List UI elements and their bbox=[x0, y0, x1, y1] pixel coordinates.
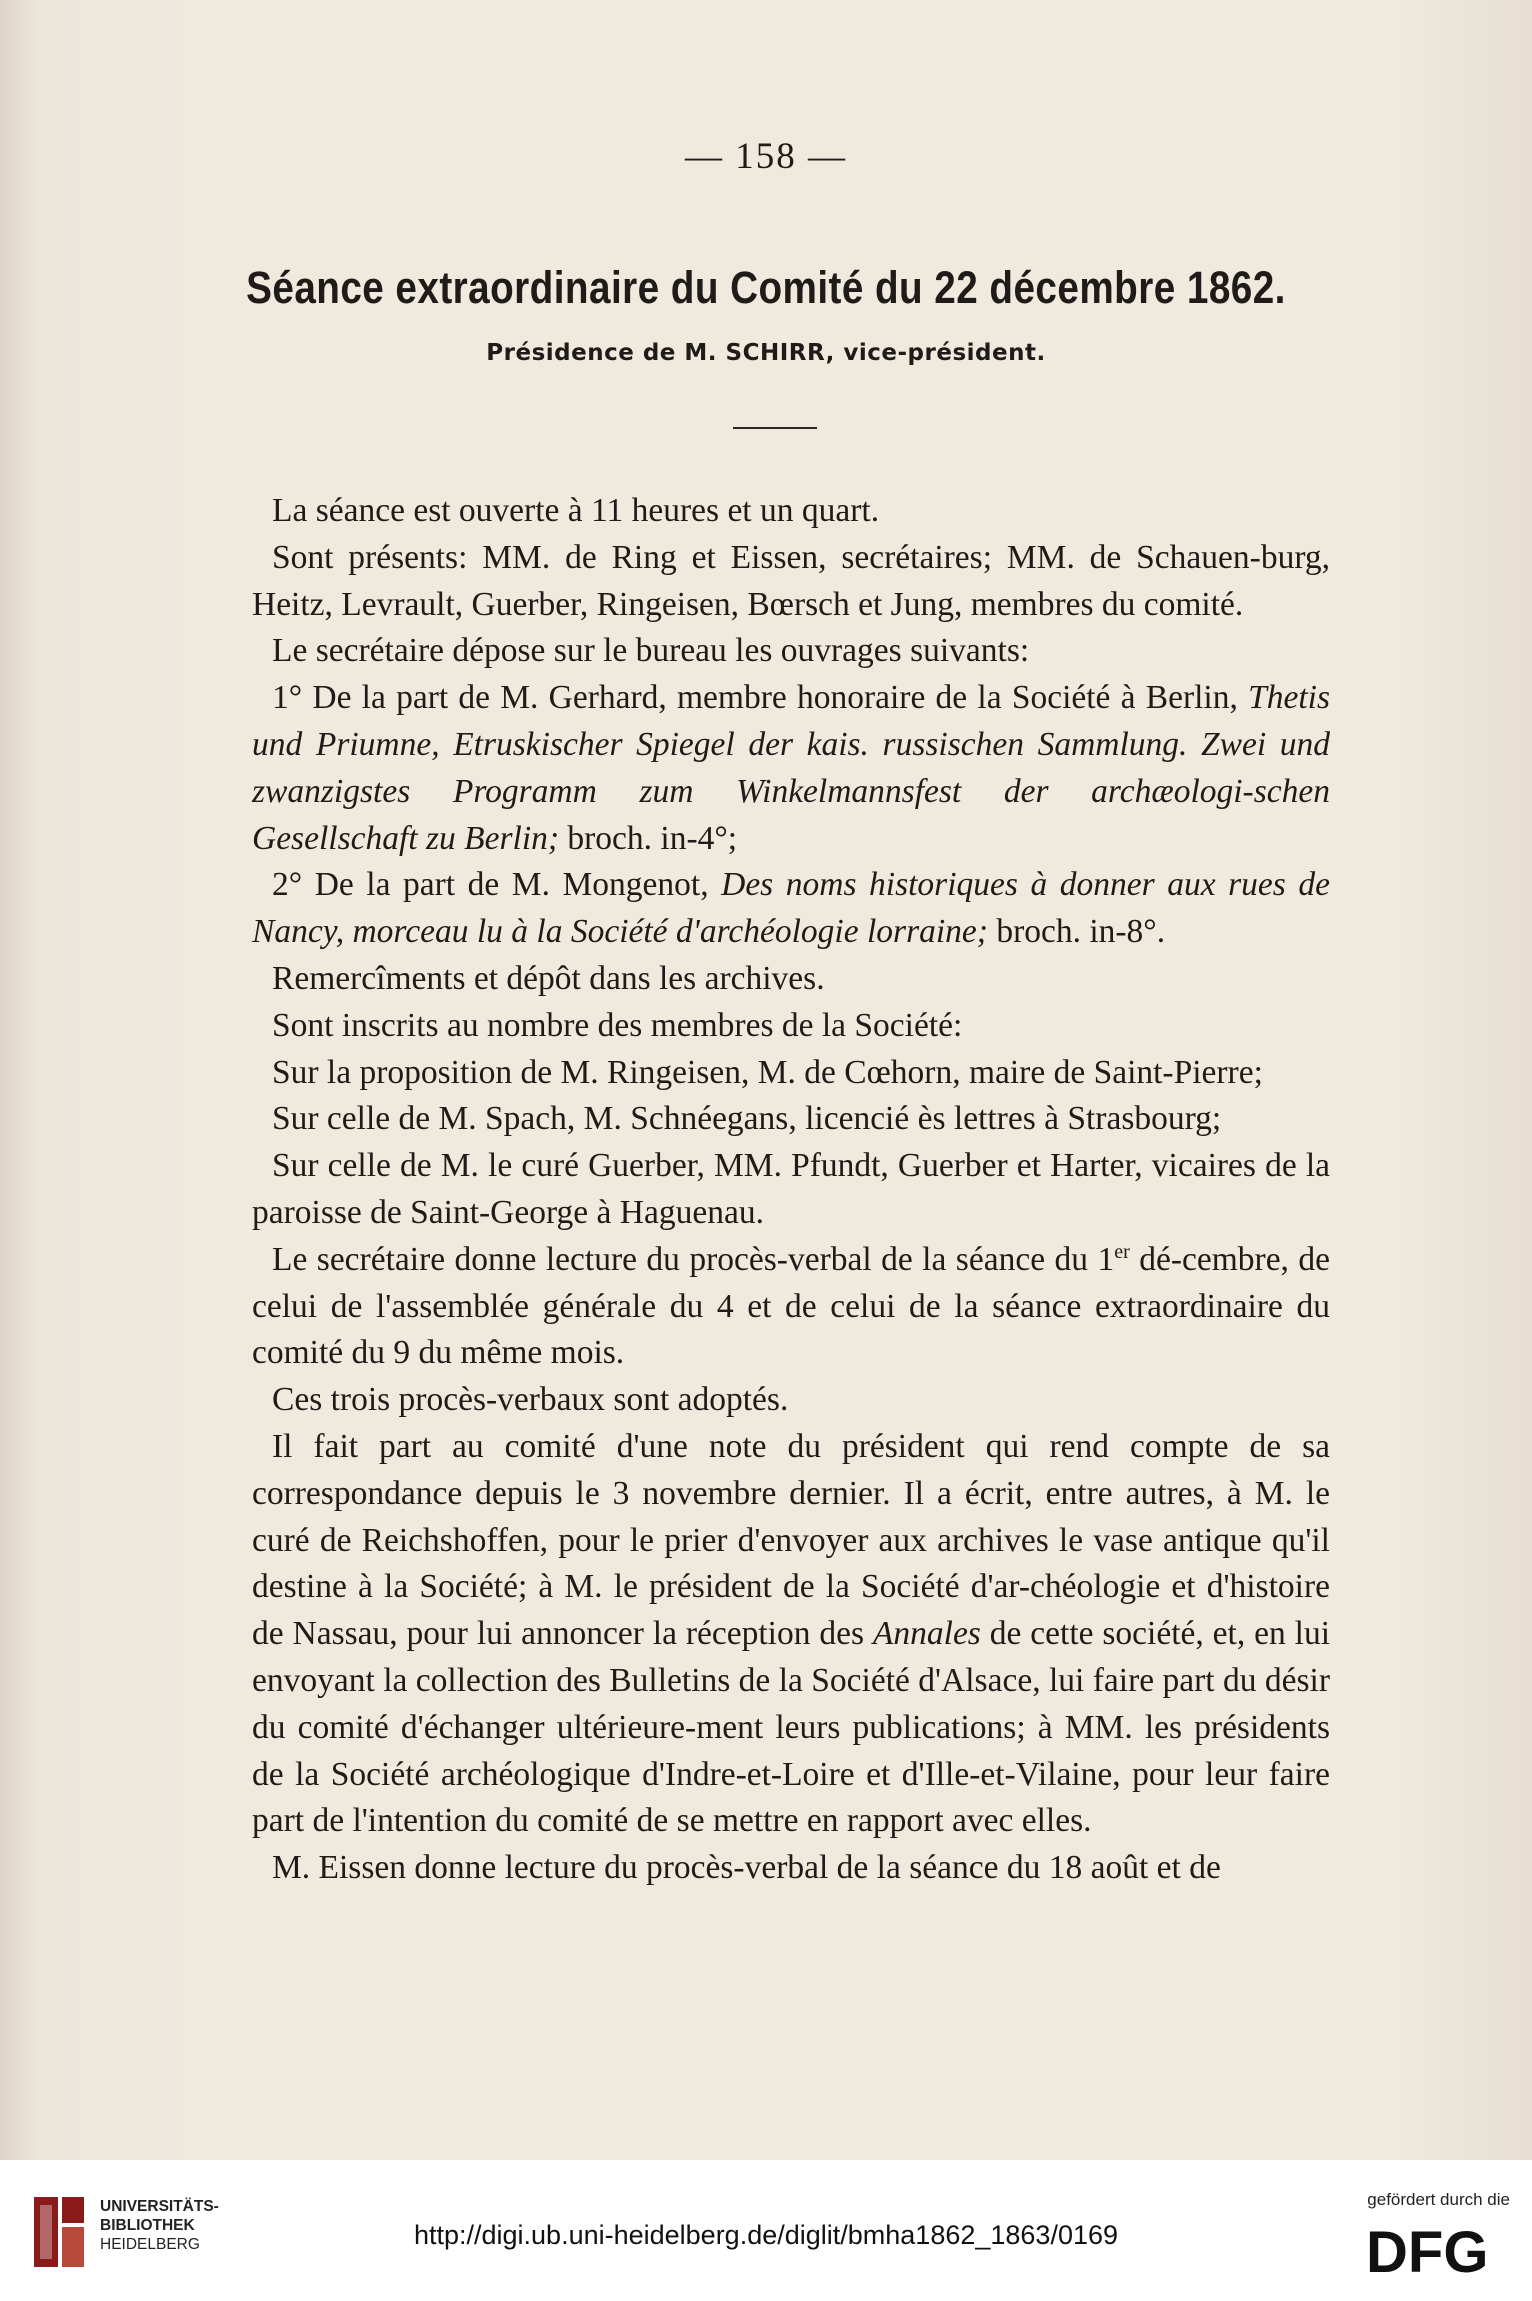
deposit-item-2 bbox=[252, 862, 1330, 956]
viewer-footer bbox=[0, 2160, 1532, 2301]
library-name-line-2: BIBLIOTHEK bbox=[100, 2217, 195, 2234]
correspondence-annales: Annales bbox=[872, 1615, 981, 1653]
body-text bbox=[252, 488, 1330, 1892]
member-proposal-1: Sur la proposition de M. Ringeisen, M. de Cœhorn, maire de Saint-Pierre; bbox=[272, 1053, 1263, 1091]
paragraph-deposits: Le secrétaire dépose sur le bureau les ouvrages suivants: bbox=[272, 632, 1030, 670]
member-proposal-3: Sur celle de M. le curé Guerber, MM. Pfundt, Guerber et Harter, vicaires de la paroisse de Saint-George à Haguenau. bbox=[252, 1147, 1330, 1231]
library-name-line-3: HEIDELBERG bbox=[100, 2236, 200, 2253]
permalink-url[interactable]: http://digi.ub.uni-heidelberg.de/diglit/bmha1862_1863/0169 bbox=[413, 2220, 1119, 2250]
minutes-reading-tail: dé-cembre, de celui de l'assemblée générale du 4 et de celui de la séance extraordinaire du comité du 9 du même mois. bbox=[252, 1240, 1330, 1372]
sponsor-caption: gefördert durch die bbox=[1367, 2190, 1510, 2209]
deposit-item-1 bbox=[252, 675, 1330, 862]
dfg-logo-icon bbox=[1366, 2220, 1512, 2280]
minutes-reading-lead: Le secrétaire donne lecture du procès-verbal de la séance du 1 bbox=[272, 1240, 1115, 1278]
page-number: — 158 — bbox=[685, 136, 847, 177]
deposit-item-2-lead: 2° De la part de M. Mongenot, bbox=[272, 866, 722, 904]
correspondence-tail: de cette société, et, en lui envoyant la collection des Bulletins de la Société d'Alsace, lui faire part du désir du comité d'échanger ultérieure-ment leurs publications; à MM. les présidents de la Société archéologique d'Indre-et-Loire et d'Ille-et-Vilaine, pour leur faire part de l'intention du comité de se mettre en rapport avec elles. bbox=[252, 1615, 1330, 1840]
minutes-reading-sup: er bbox=[1114, 1240, 1130, 1263]
paragraph-new-members: Sont inscrits au nombre des membres de la Société: bbox=[272, 1006, 963, 1044]
paragraph-thanks: Remercîments et dépôt dans les archives. bbox=[272, 959, 825, 997]
paragraph-minutes-reading bbox=[252, 1237, 1330, 1377]
divider-rule bbox=[733, 427, 817, 429]
deposit-item-1-title: Thetis und Priumne, Etruskischer Spiegel der kais. russischen Sammlung. Zwei und zwanzigstes Programm zum Winkelmannsfest der archæologi-schen Gesellschaft zu Berlin; bbox=[252, 679, 1330, 857]
paragraph-adopted: Ces trois procès-verbaux sont adoptés. bbox=[272, 1381, 789, 1419]
dfg-logo-text: DFG bbox=[1366, 2220, 1489, 2280]
deposit-item-2-title: Des noms historiques à donner aux rues de Nancy, morceau lu à la Société d'archéologie lorraine; bbox=[252, 866, 1330, 951]
correspondence-lead: Il fait part au comité d'une note du président qui rend compte de sa correspondance depuis le 3 novembre dernier. Il a écrit, entre autres, à M. le curé de Reichshoffen, pour le prier d'envoyer aux archives le vase antique qu'il destine à la Société; à M. le président de la Société d'ar-chéologie et d'histoire de Nassau, pour lui annoncer la réception des bbox=[252, 1427, 1330, 1653]
deposit-item-2-format: broch. in-8°. bbox=[987, 913, 1166, 951]
page-subtitle: Présidence de M. SCHIRR, vice-président. bbox=[486, 340, 1046, 366]
deposit-item-1-format: broch. in-4°; bbox=[559, 819, 738, 857]
paragraph-attendees: Sont présents: MM. de Ring et Eissen, secrétaires; MM. de Schauen-burg, Heitz, Levrault, Guerber, Ringeisen, Bœrsch et Jung, membres du comité. bbox=[252, 538, 1330, 623]
member-proposal-2: Sur celle de M. Spach, M. Schnéegans, licencié ès lettres à Strasbourg; bbox=[272, 1100, 1222, 1138]
paragraph-last-line: M. Eissen donne lecture du procès-verbal de la séance du 18 août et de bbox=[272, 1849, 1221, 1887]
paragraph-correspondence bbox=[252, 1424, 1330, 1845]
page-title: Séance extraordinaire du Comité du 22 décembre 1862. bbox=[246, 262, 1286, 313]
deposit-item-1-lead: 1° De la part de M. Gerhard, membre honoraire de la Société à Berlin, bbox=[272, 679, 1249, 717]
library-name-line-1: UNIVERSITÄTS- bbox=[100, 2198, 219, 2215]
paragraph-opening: La séance est ouverte à 11 heures et un quart. bbox=[272, 492, 880, 529]
